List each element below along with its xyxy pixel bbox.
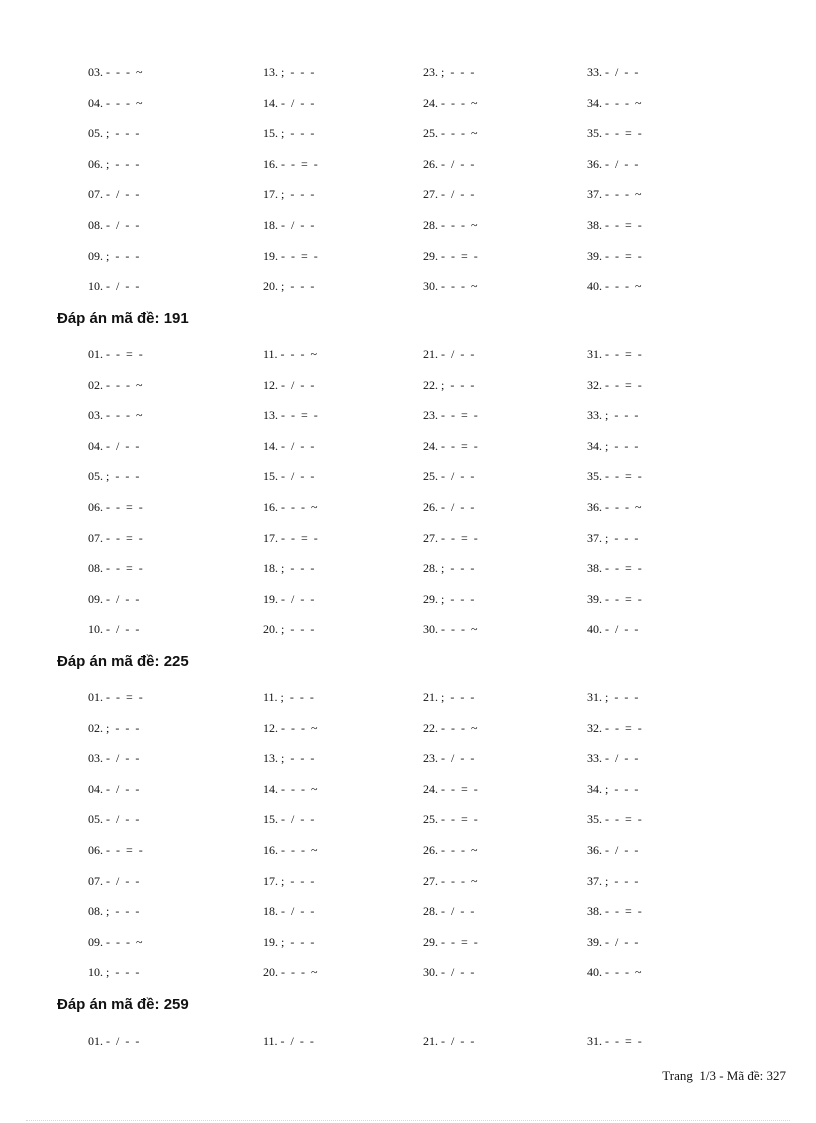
- answer-cell: 17. ; - - -: [263, 873, 315, 888]
- answer-cell: 09. - - - ~: [88, 934, 143, 949]
- answer-row: [0, 1033, 816, 1049]
- answer-cell: 12. - - - ~: [263, 720, 318, 735]
- answer-cell: 03. - - - ~: [88, 408, 143, 423]
- answer-row: [0, 842, 816, 858]
- answer-cell: 19. - / - -: [263, 591, 315, 606]
- answer-cell: 01. - - = -: [88, 690, 143, 704]
- answer-cell: 13. ; - - -: [263, 751, 315, 766]
- answer-row: [0, 95, 816, 111]
- answer-row: [0, 499, 816, 515]
- answer-row: [0, 377, 816, 393]
- answer-row: [0, 903, 816, 919]
- answer-cell: 33. - / - -: [587, 65, 639, 79]
- answer-cell: 34. ; - - -: [587, 438, 639, 453]
- answer-row: [0, 407, 816, 423]
- answer-cell: 15. - / - -: [263, 812, 315, 827]
- answer-cell: 36. - / - -: [587, 843, 639, 857]
- answer-cell: 35. - - = -: [587, 812, 642, 827]
- answer-cell: 15. - / - -: [263, 469, 315, 484]
- answer-cell: 38. - - = -: [587, 561, 642, 576]
- answer-cell: 13. ; - - -: [263, 65, 315, 79]
- answer-cell: 02. ; - - -: [88, 720, 140, 735]
- answer-cell: 02. - - - ~: [88, 377, 143, 392]
- answer-cell: 38. - - = -: [587, 904, 642, 919]
- answer-row: [0, 621, 816, 637]
- answer-cell: 31. ; - - -: [587, 690, 639, 704]
- answer-cell: 14. - / - -: [263, 95, 315, 110]
- answer-cell: 20. ; - - -: [263, 279, 315, 294]
- answer-cell: 07. - / - -: [88, 873, 140, 888]
- answer-cell: 39. - / - -: [587, 934, 639, 949]
- answer-cell: 39. - - = -: [587, 591, 642, 606]
- answer-cell: 16. - - - ~: [263, 500, 318, 514]
- answer-cell: 15. ; - - -: [263, 126, 315, 141]
- answer-cell: 29. - - = -: [423, 934, 478, 949]
- answer-cell: 08. - / - -: [88, 218, 140, 232]
- answer-cell: 24. - - - ~: [423, 95, 478, 110]
- answer-cell: 40. - - - ~: [587, 279, 642, 294]
- answer-cell: 33. - / - -: [587, 751, 639, 766]
- answer-cell: 25. - - = -: [423, 812, 478, 827]
- answer-cell: 22. ; - - -: [423, 377, 475, 392]
- answer-cell: 12. - / - -: [263, 377, 315, 392]
- answer-cell: 23. - / - -: [423, 751, 475, 766]
- answer-cell: 01. - - = -: [88, 347, 143, 361]
- answer-row: [0, 964, 816, 980]
- answer-cell: 19. ; - - -: [263, 934, 315, 949]
- answer-cell: 28. ; - - -: [423, 561, 475, 576]
- answer-cell: 11. - / - -: [263, 1034, 314, 1048]
- answer-cell: 18. ; - - -: [263, 561, 315, 576]
- answer-cell: 23. ; - - -: [423, 65, 475, 79]
- answer-row: [0, 873, 816, 889]
- answer-cell: 33. ; - - -: [587, 408, 639, 423]
- answer-cell: 18. - / - -: [263, 904, 315, 919]
- bottom-divider: [26, 1120, 790, 1121]
- answer-cell: 05. ; - - -: [88, 469, 140, 484]
- answer-cell: 31. - - = -: [587, 347, 642, 361]
- answer-cell: 08. - - = -: [88, 561, 143, 576]
- answer-row: [0, 278, 816, 294]
- answer-cell: 06. ; - - -: [88, 156, 140, 171]
- answer-cell: 14. - - - ~: [263, 781, 318, 796]
- answer-cell: 18. - / - -: [263, 218, 315, 232]
- answer-cell: 32. - - = -: [587, 720, 642, 735]
- answer-cell: 07. - / - -: [88, 187, 140, 202]
- answer-row: [0, 125, 816, 141]
- answer-cell: 10. ; - - -: [88, 965, 140, 980]
- answer-cell: 21. - / - -: [423, 347, 475, 361]
- answer-row: [0, 750, 816, 766]
- answer-row: [0, 186, 816, 202]
- answer-cell: 06. - - = -: [88, 843, 143, 857]
- answer-cell: 11. - - - ~: [263, 347, 318, 361]
- answer-cell: 16. - - = -: [263, 156, 318, 171]
- answer-row: [0, 689, 816, 705]
- page-footer: Trang 1/3 - Mã đề: 327: [662, 1068, 786, 1083]
- section-title: Đáp án mã đề: 259: [57, 996, 189, 1013]
- answer-cell: 27. - - = -: [423, 530, 478, 545]
- answer-cell: 04. - / - -: [88, 781, 140, 796]
- answer-cell: 34. ; - - -: [587, 781, 639, 796]
- answer-row: [0, 248, 816, 264]
- answer-cell: 11. ; - - -: [263, 690, 314, 704]
- answer-cell: 40. - - - ~: [587, 965, 642, 980]
- answer-cell: 03. - / - -: [88, 751, 140, 766]
- answer-cell: 36. - / - -: [587, 156, 639, 171]
- answer-cell: 31. - - = -: [587, 1034, 642, 1048]
- section-title: Đáp án mã đề: 191: [57, 310, 189, 327]
- answer-cell: 25. - - - ~: [423, 126, 478, 141]
- answer-cell: 28. - - - ~: [423, 218, 478, 232]
- answer-cell: 01. - / - -: [88, 1034, 140, 1048]
- answer-row: [0, 934, 816, 950]
- answer-cell: 04. - / - -: [88, 438, 140, 453]
- answer-cell: 29. - - = -: [423, 248, 478, 263]
- answer-cell: 21. ; - - -: [423, 690, 475, 704]
- answer-cell: 35. - - = -: [587, 469, 642, 484]
- answer-cell: 13. - - = -: [263, 408, 318, 423]
- answer-cell: 26. - - - ~: [423, 843, 478, 857]
- answer-cell: 40. - / - -: [587, 622, 639, 637]
- answer-cell: 10. - / - -: [88, 622, 140, 637]
- answer-cell: 30. - - - ~: [423, 279, 478, 294]
- answer-cell: 28. - / - -: [423, 904, 475, 919]
- answer-cell: 06. - - = -: [88, 500, 143, 514]
- answer-cell: 39. - - = -: [587, 248, 642, 263]
- answer-cell: 29. ; - - -: [423, 591, 475, 606]
- answer-cell: 37. ; - - -: [587, 873, 639, 888]
- answer-cell: 07. - - = -: [88, 530, 143, 545]
- answer-cell: 30. - - - ~: [423, 622, 478, 637]
- answer-cell: 21. - / - -: [423, 1034, 475, 1048]
- answer-cell: 36. - - - ~: [587, 500, 642, 514]
- answer-cell: 26. - / - -: [423, 156, 475, 171]
- answer-cell: 25. - / - -: [423, 469, 475, 484]
- answer-row: [0, 781, 816, 797]
- answer-cell: 24. - - = -: [423, 781, 478, 796]
- answer-cell: 10. - / - -: [88, 279, 140, 294]
- answer-cell: 37. - - - ~: [587, 187, 642, 202]
- answer-cell: 26. - / - -: [423, 500, 475, 514]
- answer-cell: 22. - - - ~: [423, 720, 478, 735]
- answer-cell: 20. - - - ~: [263, 965, 318, 980]
- answer-cell: 27. - - - ~: [423, 873, 478, 888]
- answer-row: [0, 720, 816, 736]
- answer-cell: 23. - - = -: [423, 408, 478, 423]
- answer-cell: 38. - - = -: [587, 218, 642, 232]
- answer-row: [0, 591, 816, 607]
- answer-cell: 30. - / - -: [423, 965, 475, 980]
- answer-cell: 19. - - = -: [263, 248, 318, 263]
- answer-cell: 17. - - = -: [263, 530, 318, 545]
- answer-row: [0, 438, 816, 454]
- answer-cell: 32. - - = -: [587, 377, 642, 392]
- answer-cell: 16. - - - ~: [263, 843, 318, 857]
- answer-row: [0, 560, 816, 576]
- answer-cell: 09. ; - - -: [88, 248, 140, 263]
- answer-cell: 37. ; - - -: [587, 530, 639, 545]
- answer-row: [0, 217, 816, 233]
- answer-cell: 35. - - = -: [587, 126, 642, 141]
- answer-cell: 34. - - - ~: [587, 95, 642, 110]
- answer-cell: 20. ; - - -: [263, 622, 315, 637]
- answer-cell: 14. - / - -: [263, 438, 315, 453]
- answer-cell: 24. - - = -: [423, 438, 478, 453]
- answer-row: [0, 468, 816, 484]
- answer-cell: 04. - - - ~: [88, 95, 143, 110]
- answer-row: [0, 64, 816, 80]
- answer-row: [0, 811, 816, 827]
- answer-row: [0, 346, 816, 362]
- answer-cell: 05. ; - - -: [88, 126, 140, 141]
- answer-row: [0, 156, 816, 172]
- answer-cell: 08. ; - - -: [88, 904, 140, 919]
- section-title: Đáp án mã đề: 225: [57, 653, 189, 670]
- answer-cell: 27. - / - -: [423, 187, 475, 202]
- answer-row: [0, 530, 816, 546]
- answer-cell: 09. - / - -: [88, 591, 140, 606]
- answer-cell: 17. ; - - -: [263, 187, 315, 202]
- answer-cell: 05. - / - -: [88, 812, 140, 827]
- answer-cell: 03. - - - ~: [88, 65, 143, 79]
